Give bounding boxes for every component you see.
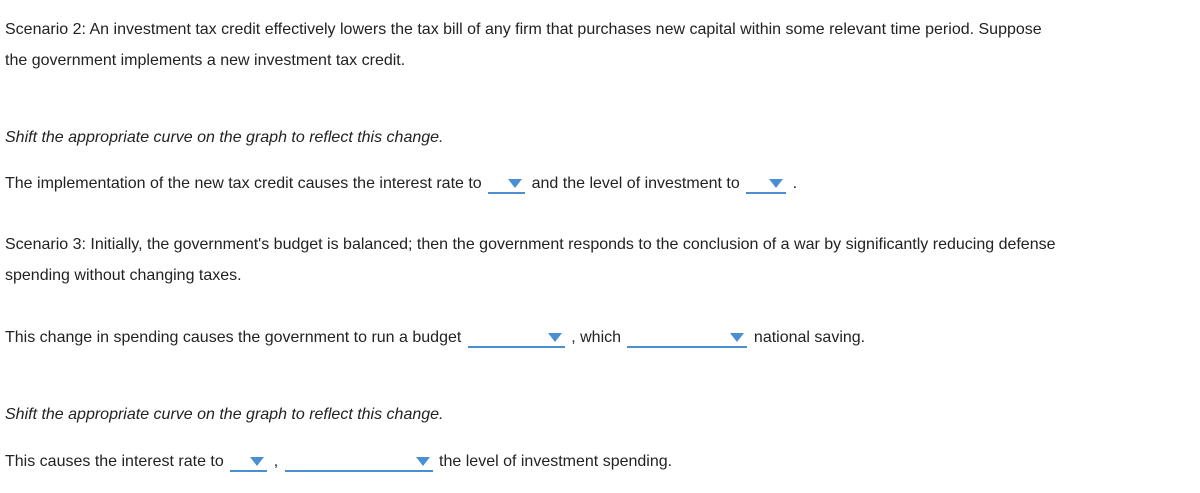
interest-rate-dropdown[interactable] [488, 174, 525, 194]
scenario3-instruction: Shift the appropriate curve on the graph to reflect this change. [5, 406, 444, 423]
scenario2-text-line2: the government implements a new investment tax credit. [5, 52, 406, 69]
scenario3-question-budget [5, 328, 865, 348]
q2-text-end: national saving. [753, 329, 866, 346]
scenario3-text-line2: spending without changing taxes. [5, 267, 242, 284]
chevron-down-icon [416, 457, 430, 466]
chevron-down-icon [508, 179, 522, 188]
q3-text-before: This causes the interest rate to [5, 453, 224, 470]
interest-rate-dropdown-2[interactable] [230, 452, 267, 472]
chevron-down-icon [730, 333, 744, 342]
q2-text-middle: , which [571, 329, 622, 346]
investment-spending-dropdown[interactable] [285, 452, 433, 472]
q1-text-end: . [792, 175, 798, 192]
scenario2-question [5, 174, 797, 194]
chevron-down-icon [250, 457, 264, 466]
q3-comma: , [273, 453, 279, 470]
q3-text-end: the level of investment spending. [439, 453, 673, 470]
scenario2-instruction: Shift the appropriate curve on the graph to reflect this change. [5, 129, 444, 146]
q2-text-before: This change in spending causes the government to run a budget [5, 329, 462, 346]
investment-level-dropdown[interactable] [746, 174, 786, 194]
q1-text-middle: and the level of investment to [531, 175, 740, 192]
chevron-down-icon [769, 179, 783, 188]
saving-effect-dropdown[interactable] [627, 328, 747, 348]
q1-text-before: The implementation of the new tax credit causes the interest rate to [5, 175, 482, 192]
scenario3-question-interest [5, 452, 672, 472]
budget-dropdown[interactable] [468, 328, 565, 348]
chevron-down-icon [548, 333, 562, 342]
scenario2-text-line1: Scenario 2: An investment tax credit effectively lowers the tax bill of any firm that purchases new capital within some relevant time period. Suppose [5, 21, 1042, 38]
scenario3-text-line1: Scenario 3: Initially, the government's budget is balanced; then the government responds to the conclusion of a war by significantly reducing defense [5, 236, 1056, 253]
